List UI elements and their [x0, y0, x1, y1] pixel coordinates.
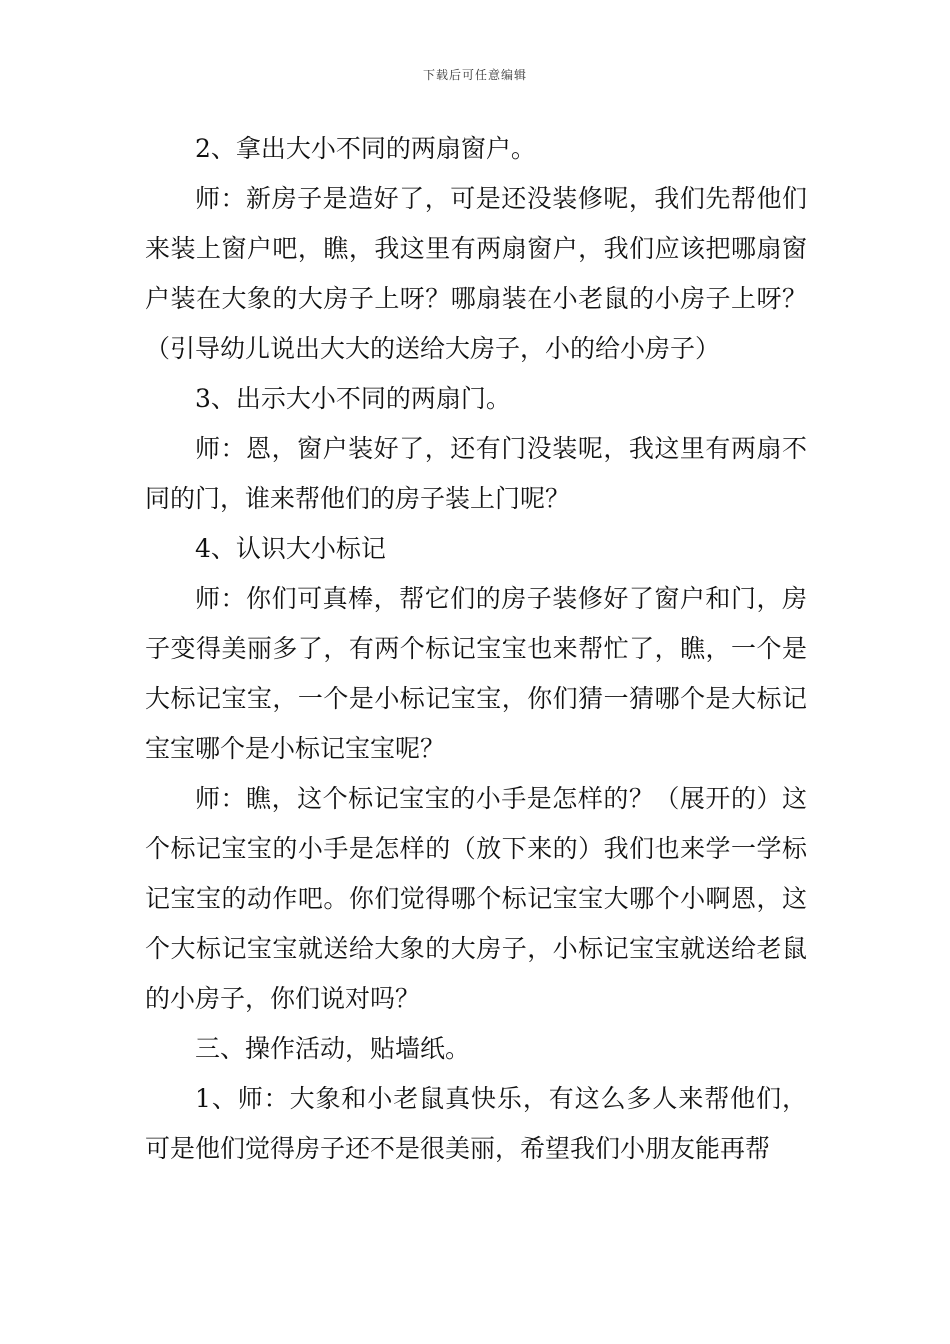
page-header: 下载后可任意编辑 [422, 68, 527, 82]
paragraph-wallpaper-dialogue: 1、师：大象和小老鼠真快乐，有这么多人来帮他们，可是他们觉得房子还不是很美丽，希望我们小朋友能再帮 [145, 1084, 807, 1163]
paragraph-step-4: 4、认识大小标记 [195, 534, 386, 563]
document-body [145, 124, 807, 1174]
paragraph-step-3: 3、出示大小不同的两扇门。 [195, 384, 511, 413]
paragraph-step-2: 2、拿出大小不同的两扇窗户。 [195, 134, 536, 163]
paragraph-windows-dialogue: 师：新房子是造好了，可是还没装修呢，我们先帮他们来装上窗户吧，瞧，我这里有两扇窗户，我们应该把哪扇窗户装在大象的大房子上呀？哪扇装在小老鼠的小房子上呀？（引导幼儿说出大大的送给大房子，小的给小房子） [145, 184, 807, 363]
paragraph-marks-gesture: 师：瞧，这个标记宝宝的小手是怎样的？（展开的）这个标记宝宝的小手是怎样的（放下来的）我们也来学一学标记宝宝的动作吧。你们觉得哪个标记宝宝大哪个小啊恩，这个大标记宝宝就送给大象的大房子，小标记宝宝就送给老鼠的小房子，你们说对吗？ [145, 784, 807, 1013]
paragraph-section-3: 三、操作活动，贴墙纸。 [195, 1034, 471, 1063]
paragraph-marks-dialogue: 师：你们可真棒，帮它们的房子装修好了窗户和门，房子变得美丽多了，有两个标记宝宝也来帮忙了，瞧，一个是大标记宝宝，一个是小标记宝宝，你们猜一猜哪个是大标记宝宝哪个是小标记宝宝呢？ [145, 584, 807, 763]
paragraph-doors-dialogue: 师：恩，窗户装好了，还有门没装呢，我这里有两扇不同的门，谁来帮他们的房子装上门呢？ [145, 434, 807, 513]
